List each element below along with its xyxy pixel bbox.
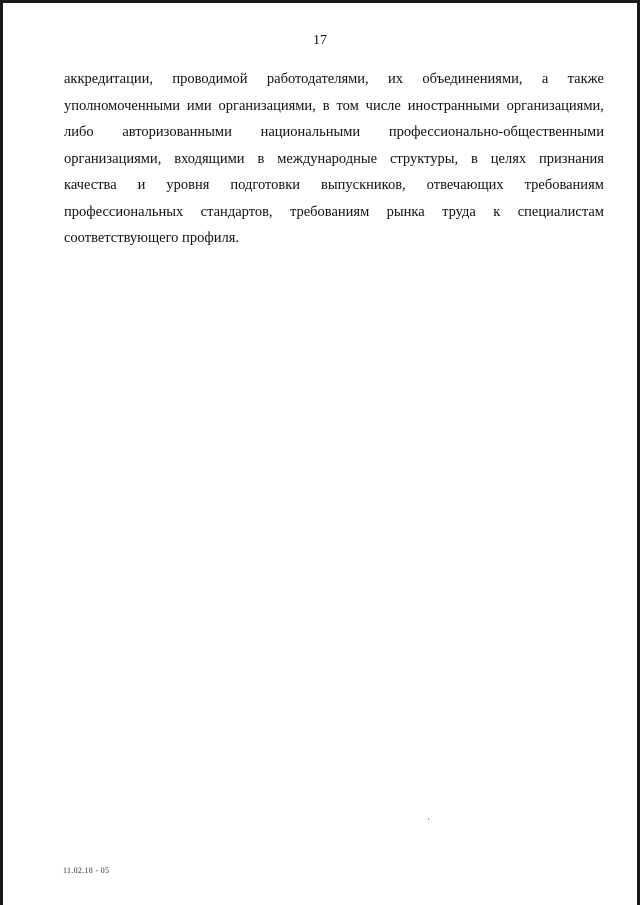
text-word: иностранными — [407, 97, 500, 114]
text-word: в — [257, 150, 265, 167]
text-word: ими — [186, 97, 212, 114]
text-word: соответствующего профиля. — [64, 230, 240, 246]
text-word: также — [567, 71, 604, 87]
text-word: в — [322, 97, 330, 114]
scan-speck — [428, 818, 429, 820]
text-word: уполномоченными — [64, 97, 181, 114]
text-word: числе — [365, 97, 401, 114]
text-word: аккредитации, — [64, 71, 154, 87]
text-word: отвечающих — [426, 177, 504, 193]
text-word: том — [336, 97, 359, 114]
text-word: национальными — [260, 124, 361, 140]
text-word: рынка — [386, 203, 425, 220]
text-word: организациями, — [506, 97, 604, 114]
text-word: и — [137, 177, 146, 193]
text-word: труда — [442, 203, 476, 220]
text-word: структуры, — [389, 150, 459, 167]
text-word: работодателями, — [266, 71, 369, 87]
text-word: их — [388, 71, 404, 87]
text-word: профессиональных — [64, 203, 184, 220]
text-word: требованиям — [524, 177, 604, 193]
text-word: выпускников, — [321, 177, 406, 193]
text-word: в — [471, 150, 478, 167]
text-word: целях — [490, 150, 527, 167]
text-line — [64, 66, 604, 93]
text-word: к — [493, 203, 501, 220]
text-word: входящими — [174, 150, 245, 167]
text-line — [64, 199, 604, 226]
body-paragraph — [64, 66, 604, 252]
text-line — [64, 146, 604, 173]
text-line — [64, 93, 604, 120]
text-word: профессионально-общественными — [388, 124, 604, 140]
text-word: подготовки — [230, 177, 301, 193]
text-word: признания — [539, 150, 604, 167]
page-number: 17 — [313, 33, 327, 48]
text-word: специалистам — [517, 203, 604, 220]
text-word: стандартов, — [200, 203, 273, 220]
text-word: авторизованными — [122, 124, 232, 140]
text-word: уровня — [166, 177, 210, 193]
text-line — [64, 119, 604, 146]
text-word: проводимой — [172, 71, 248, 87]
text-line — [64, 225, 604, 252]
text-word: качества — [64, 177, 117, 193]
text-line — [64, 172, 604, 199]
scan-border-left — [0, 0, 3, 905]
text-word: организациями, — [64, 150, 162, 167]
text-word: организациями, — [218, 97, 316, 114]
footer-document-code: 11.02.18 - 05 — [63, 866, 110, 875]
text-word: а — [541, 71, 549, 87]
text-word: объединениями, — [422, 71, 523, 87]
text-word: либо — [64, 124, 94, 140]
text-word: международные — [277, 150, 378, 167]
text-word: требованиям — [289, 203, 370, 220]
scan-border-top — [0, 0, 640, 3]
